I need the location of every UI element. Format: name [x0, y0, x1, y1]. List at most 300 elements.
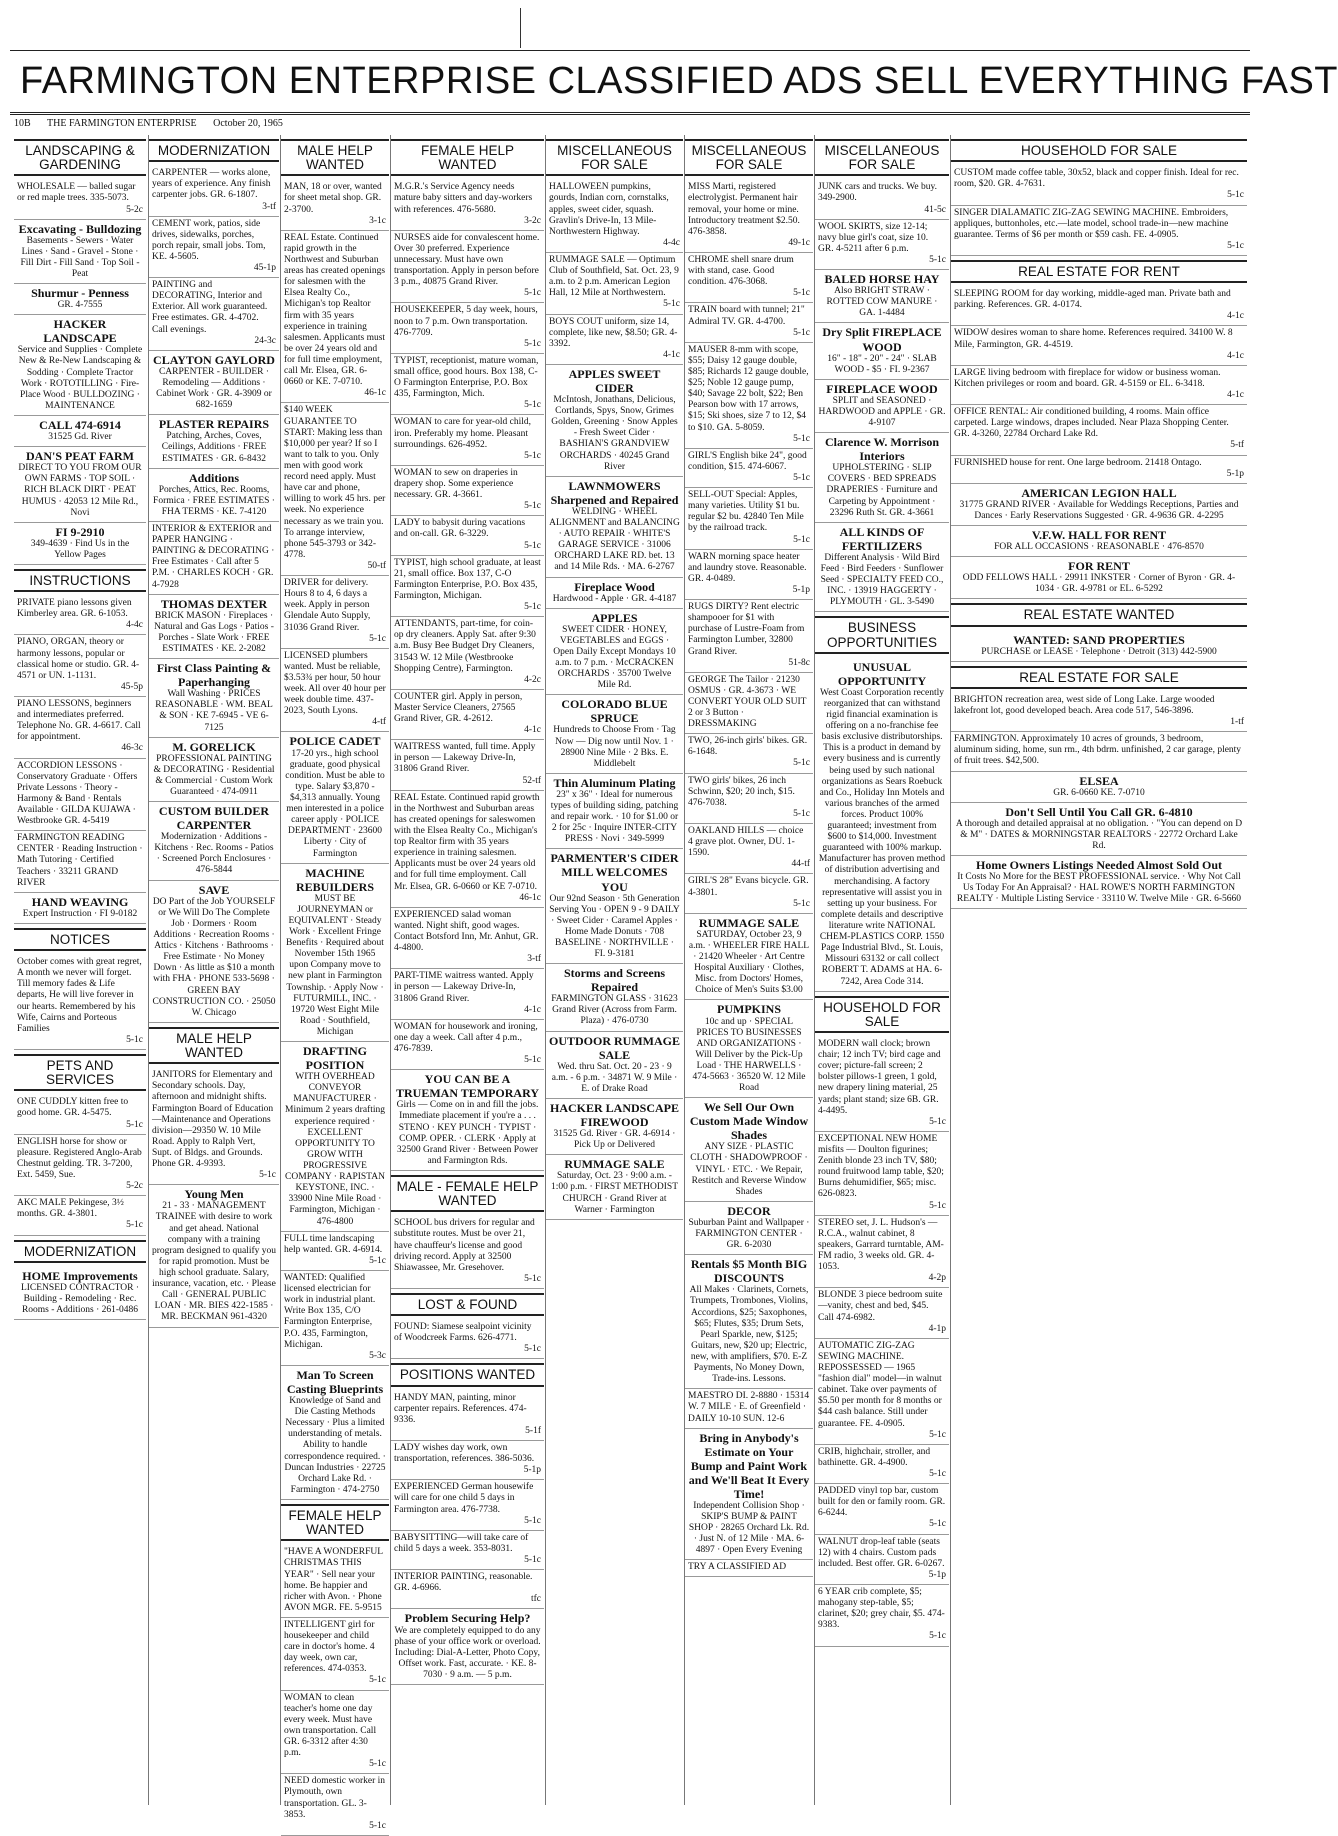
ad-code: 4-2c	[524, 674, 541, 685]
ad-body: 16" - 18" - 20" - 24" · SLAB WOOD - $5 · FI. 9-2367	[827, 353, 937, 375]
classified-ad	[685, 914, 813, 1001]
classified-ad	[391, 1391, 544, 1441]
classified-ad	[815, 1445, 949, 1484]
ad-code: 1-tf	[1230, 717, 1244, 728]
ad-body: SWEET CIDER · HONEY, VEGETABLES and EGGS · Open Daily Except Mondays 10 a.m. to 7 p.m. · McCRACKEN ORCHARDS · 35700 Twelve Mile Rd.	[553, 624, 676, 691]
classified-ad	[391, 1020, 544, 1070]
ad-body: MAUSER 8-mm with scope, $55; Daisy 12 gauge double, $85; Richards 12 gauge double, $25; Noble 12 gauge pump, $40; Savage 22 bolt, $22; Ben Pearson bow with 17 arrows, $15; Ski shoes, size 7 to 12, $4 to $10. GA. 5-8059.	[688, 344, 809, 433]
ad-body: SLEEPING ROOM for day working, middle-aged man. Private bath and parking. References. GR. 4-0174.	[954, 289, 1231, 311]
section-heading: LOST & FOUND	[391, 1293, 544, 1316]
ad-body: McIntosh, Jonathans, Delicious, Cortlands, Spys, Snow, Grimes Golden, Greening · Snow Apples - Fresh Sweet Cider · BASHIAN'S GRANDVIEW ORCHARDS · 40245 Grand River	[551, 395, 678, 472]
classified-ad	[815, 1484, 949, 1534]
classified-ad	[14, 315, 146, 416]
ad-code: 5-2c	[126, 1181, 143, 1192]
ad-body: MODERN wall clock; brown chair; 12 inch TV; bird cage and cover; picture-fall screen; 2 bolster pillows-1 green, 1 gold, new drapery lining material, 25 yards; plant stand; size 6B. GR. 4-4495.	[818, 1039, 941, 1116]
ad-body: PIANO LESSONS, beginners and intermediates preferred. Telephone No. GR. 4-6617. Call for appointment.	[17, 699, 141, 743]
ad-body: ANY SIZE · PLASTIC CLOTH · SHADOWPROOF · VINYL · ETC. · We Repair, Restitch and Reverse Window Shades	[690, 1142, 808, 1197]
ad-body: REAL Estate. Continued rapid growth in the Northwest and Suburban areas has created openings for saleswomen with the Elsea Realty Co., Michigan's top Realtor firm with 35 years experience in training salesmen. Applicants must be over 24 years old and for full time employment. Call Mr. Elsea, GR. 6-0660 or KE 7-0710.	[394, 792, 540, 892]
ad-headline: Bring in Anybody's Estimate on Your Bump and Paint Work and We'll Beat It Every Time!	[688, 1430, 810, 1501]
ad-body: MUST BE JOURNEYMAN or EQUIVALENT · Steady Work · Excellent Fringe Benefits · Required about November 15th 1965 upon Company move to new plant in Farmington Township. · Apply Now · FUTURMILL, INC. · 19720 West Eight Mile Road · Southfield, Michigan	[286, 893, 384, 1037]
ad-body: WOMAN to sew on draperies in drapery shop. Some experience necessary. GR. 4-3661.	[394, 467, 518, 501]
ad-code: 5-1c	[929, 255, 946, 265]
section-heading: LANDSCAPING & GARDENING	[14, 139, 146, 176]
ad-headline: BALED HORSE HAY	[824, 272, 940, 287]
ad-code: 5-1c	[369, 1255, 386, 1266]
section-heading: MALE - FEMALE HELP WANTED	[391, 1175, 544, 1212]
classified-ad	[14, 893, 146, 924]
ad-code: 5-1c	[929, 1429, 946, 1440]
ad-headline: First Class Painting & Paperhanging	[156, 661, 272, 690]
ad-code: 5-1c	[929, 1200, 946, 1211]
section-heading: MALE HELP WANTED	[281, 139, 389, 176]
classified-ad	[546, 849, 683, 964]
ad-body: Service and Supplies · Complete New & Re-New Landscaping & Sodding · Complete Tractor Work · ROTOTILLING · Fire-Place Wood · BULLDOZING · MAINTENANCE	[17, 345, 143, 411]
ad-code: 5-1p	[928, 1569, 946, 1580]
ad-body: 21 - 33 · MANAGEMENT TRAINEE with desire to work and get ahead. National company with a training program designed to qualify you for rapid promotion. Must be high school graduate. Salary, insurance, vacation, etc. · Please Call · GENERAL PUBLIC LOAN · MR. BIES 422-1585 · MR. BECKMAN 961-4320	[152, 1201, 277, 1323]
ad-body: LADY wishes day work, own transportation, references. 386-5036.	[394, 1443, 535, 1465]
ad-body: Different Analysis · Wild Bird Feed · Bird Feeders · Sunflower Seed · SPECIALTY FEED CO., INC. · 13919 HAGGERTY · PLYMOUTH · GL. 3-5490	[820, 552, 944, 608]
ad-code: 5-1c	[524, 1515, 541, 1526]
classified-ad	[685, 673, 813, 735]
classified-ad	[281, 732, 389, 863]
ad-code: 5-1c	[793, 758, 810, 769]
folio-date: October 20, 1965	[213, 118, 283, 129]
section-heading: HOUSEHOLD FOR SALE	[815, 996, 949, 1033]
classified-ad	[391, 556, 544, 618]
ad-body: October comes with great regret, A month we never will forget. Till memory fades & Life departs, He will live forever in our hearts. Remembered by his Wife, Cairns and Porteous Families	[17, 957, 142, 1034]
classified-ad	[951, 772, 1247, 803]
ad-body: INTELLIGENT girl for housekeeper and child care in doctor's home. 4 day week, own car, references. 474-0353.	[284, 1619, 375, 1675]
ad-code: 5-1c	[524, 1055, 541, 1066]
ad-headline: PLASTER REPAIRS	[158, 417, 270, 432]
classified-ad	[149, 278, 279, 351]
ad-headline: CALL 474-6914	[39, 418, 121, 432]
section-heading: REAL ESTATE WANTED	[951, 603, 1247, 626]
ad-headline: DECOR	[727, 1203, 771, 1218]
ad-body: INTERIOR PAINTING, reasonable. GR. 4-6966.	[394, 1572, 533, 1594]
ad-body: "HAVE A WONDERFUL CHRISTMAS THIS YEAR" · Sell near your home. Be happier and richer with Avon. · Phone AVON MGR. FE. 5-9515	[284, 1547, 383, 1613]
classified-ad	[149, 659, 279, 738]
column-1	[14, 135, 146, 1805]
ad-body: CEMENT work, patios, side drives, sidewalks, porches, porch repair, small jobs. Tom, KE. 4-5605.	[152, 218, 266, 262]
classified-ad	[951, 206, 1247, 256]
classified-ad	[951, 732, 1247, 771]
ad-body: Expert Instruction · FI 9-0182	[22, 908, 138, 919]
ad-body: FARMINGTON GLASS · 31623 Grand River (Across from Farm. Plaza) · 476-0730	[551, 994, 678, 1027]
ad-code: 3-2c	[524, 215, 541, 226]
classified-ad	[685, 600, 813, 673]
classified-ad	[685, 488, 813, 550]
ad-body: LARGE living bedroom with fireplace for widow or business woman. Kitchen privileges or room and board. GR. 4-5159 or EL. 6-3418.	[954, 367, 1221, 389]
classified-ad	[149, 595, 279, 659]
classified-ad	[951, 405, 1247, 455]
ad-body: JANITORS for Elementary and Secondary schools. Day, afternoon and midnight shifts. Farmington Board of Education—Maintenance and Operations division—29350 W. 10 Mile Road. Apply to Ralph Vert, Supt. of Bldgs. and Grounds. Phone GR. 4-9393.	[152, 1070, 274, 1170]
ad-body: West Coast Corporation recently reorganized that can withstand rigid financial examination is offering on a no-franchise fee basis exclusive distributorships. This is a product in demand by every business and is currently being used by such national organizations as Sears Roebuck and Co., Holiday Inn Motels and various branches of the armed forces. Product 100% guaranteed; investment from $600 to $14,000. Investment guaranteed with 100% markup. Manufacturer has proven method of distribution advertising and merchandising. A factory representative will assist you in setting up your business. For complete details and descriptive literature write NATIONAL CHEM-PLASTICS CORP. 1550 Page Industrial Blvd., St. Louis, Missouri 63132 or call collect ROBERT T. ADAMS at HA. 6-7242, Area Code 314.	[818, 687, 946, 987]
folio-paper: THE FARMINGTON ENTERPRISE	[47, 118, 197, 129]
ad-headline: ALL KINDS OF FERTILIZERS	[839, 524, 925, 553]
ad-body: TWO, 26-inch girls' bikes. GR. 6-1648.	[688, 736, 808, 758]
ad-body: Porches, Attics, Rec. Rooms, Formica · FREE ESTIMATES · FHA TERMS · KE. 7-4120	[153, 484, 275, 517]
classified-ad	[546, 365, 683, 477]
ad-code: 5-1c	[524, 1273, 541, 1284]
ad-code: 5-1p	[1226, 468, 1244, 479]
classified-ad	[391, 740, 544, 790]
ad-code: 4-2p	[928, 1273, 946, 1284]
ad-headline: THOMAS DEXTER	[160, 596, 268, 611]
ad-body: WHOLESALE — balled sugar or red maple trees. 335-5073.	[17, 182, 136, 204]
classified-ad	[281, 1232, 389, 1271]
classified-ad	[281, 403, 389, 576]
ad-body: OFFICE RENTAL: Air conditioned building, 4 rooms. Main office carpeted. Large windows, drapes included. Near Plaza Shopping Center. GR. 4-3260, 22784 Orchard Lake Rd.	[954, 407, 1229, 440]
ad-code: 5-1c	[1227, 190, 1244, 201]
ad-headline: CUSTOM BUILDER CARPENTER	[158, 804, 270, 833]
ad-headline: POLICE CADET	[289, 734, 381, 749]
classified-ad	[815, 433, 949, 523]
classified-ad	[149, 1185, 279, 1327]
ad-headline: MACHINE REBUILDERS	[295, 865, 375, 894]
classified-ad	[14, 759, 146, 832]
classified-ad	[951, 526, 1247, 557]
ad-code: 5-1c	[524, 400, 541, 411]
section-heading: POSITIONS WANTED	[391, 1363, 544, 1386]
classified-ad	[149, 469, 279, 522]
classified-ad	[815, 220, 949, 270]
ad-headline: Young Men	[184, 1187, 244, 1202]
ad-headline: We Sell Our Own Custom Made Window Shades	[689, 1100, 809, 1143]
ad-body: Girls — Come on in and fill the jobs. Immediate placement if you're a . . . STENO · KEY PUNCH · TYPIST · COMP. OPER. · CLERK · Apply at 32500 Grand River · Between Power and Farmington Rds.	[396, 1100, 539, 1166]
section-heading: MODERNIZATION	[14, 1240, 146, 1263]
ad-body: STEREO set, J. L. Hudson's — R.C.A., walnut cabinet, 8 speakers, Garrard turntable, AM-FM radio, 3 weeks old. GR. 4-1053.	[818, 1217, 944, 1273]
ad-body: We are completely equipped to do any phase of your office work or overload. Including: Dial-A-Letter, Photo Copy, Offset work. Fast, accurate. · KE. 8-7030 · 9 a.m. — 5 p.m.	[394, 1625, 541, 1680]
ad-headline: FOR RENT	[1068, 559, 1130, 574]
classified-ad	[14, 1267, 146, 1320]
ad-headline: Clarence W. Morrison Interiors	[824, 435, 940, 464]
ad-headline: CLAYTON GAYLORD	[153, 352, 275, 367]
ad-body: WIDOW desires woman to share home. References required. 34100 W. 8 Mile, Farmington, GR. 4-4519.	[954, 328, 1233, 350]
ad-body: EXCEPTIONAL NEW HOME misfits — Doulton figurines; Zenith blonde 23 inch TV, $80; round fruitwood lamp table, $20; Burns dehumidifier, $65; misc. 626-0823.	[818, 1133, 944, 1200]
ad-code: 5-1c	[259, 1170, 276, 1181]
classified-ad	[951, 693, 1247, 732]
ad-code: 5-2c	[126, 204, 143, 215]
ad-code: tfc	[530, 1594, 541, 1605]
ad-body: A thorough and detailed appraisal at no obligation. · "You can depend on D & M" · DATES & MORNINGSTAR REALTORS · 22772 Orchard Lake Rd.	[955, 818, 1243, 851]
ad-body: PADDED vinyl top bar, custom built for den or family room. GR. 6-6244.	[818, 1486, 946, 1519]
classified-ad	[391, 1216, 544, 1289]
ad-body: WELDING · WHEEL ALIGNMENT and BALANCING · AUTO REPAIR · WHITE'S GARAGE SERVICE · 31006 ORCHARD LAKE RD. bet. 13 and 14 Mile Rds. · MA. 6-2767	[549, 506, 680, 573]
ad-body: HANDY MAN, painting, minor carpenter repairs. References. 474-9336.	[394, 1392, 527, 1425]
classified-ad	[391, 516, 544, 555]
ad-body: PRIVATE piano lessons given Kimberley area. GR. 6-1053.	[17, 598, 132, 620]
classified-ad	[815, 323, 949, 379]
section-heading: REAL ESTATE FOR SALE	[951, 666, 1247, 689]
classified-ad	[951, 856, 1247, 909]
ad-body: PART-TIME waitress wanted. Apply in person — Lakeway Drive-In, 31806 Grand River.	[394, 971, 534, 1004]
classified-ad	[391, 1570, 544, 1609]
ad-code: 5-tf	[1230, 440, 1244, 451]
ad-body: SATURDAY, October 23, 9 a.m. · WHEELER FIRE HALL · 21420 Wheeler · Art Centre Hospital Auxiliary · Clothes, Misc. from Doctors' Homes, Choice of Men's Suits $3.00	[688, 929, 810, 996]
ad-headline: OUTDOOR RUMMAGE SALE	[549, 1033, 680, 1062]
classified-ad	[391, 690, 544, 740]
classified-ad	[281, 180, 389, 230]
classified-ad	[685, 550, 813, 600]
classified-ad	[391, 969, 544, 1019]
ad-body: ODD FELLOWS HALL · 29911 INKSTER · Corner of Byron · GR. 4-1034 · GR. 4-9781 or EL. 6-5292	[962, 573, 1236, 595]
classified-ad	[685, 1202, 813, 1255]
classified-ad	[685, 1429, 813, 1561]
ad-body: TYPIST, receptionist, mature woman, small office, good hours. Box 138, C-O Farmington Enterprise, P.O. Box 435, Farmington, Mich.	[394, 355, 539, 400]
ad-body: 31525 Gd. River	[48, 432, 112, 443]
classified-ad	[14, 596, 146, 635]
ad-body: RUMMAGE SALE — Optimum Club of Southfield, Sat. Oct. 23, 9 a.m. to 2 p.m. American Legion Hall, 12 Mile at Northwestern.	[549, 255, 679, 299]
section-heading: NOTICES	[14, 928, 146, 951]
classified-ad	[149, 217, 279, 279]
classified-ad	[815, 1216, 949, 1289]
classified-ad	[391, 466, 544, 516]
ad-code: 4-1p	[928, 1323, 946, 1334]
classified-ad	[14, 284, 146, 315]
classified-ad	[951, 366, 1247, 405]
classified-ad	[685, 824, 813, 874]
ad-body: SPLIT and SEASONED · HARDWOOD and APPLE · GR. 4-9107	[818, 395, 946, 428]
classified-ad	[951, 326, 1247, 365]
ad-headline: Home Owners Listings Needed Almost Sold Out	[975, 858, 1222, 873]
classified-ad	[685, 449, 813, 488]
classified-ad	[391, 1441, 544, 1480]
ad-code: 4-1c	[1227, 389, 1244, 400]
ad-body: DO Part of the Job YOURSELF or We Will Do The Complete Job · Dormers · Room Additions · Recreation Rooms · Attics · Kitchens · Bathrooms · Free Estimate · No Money Down · As little as $10 a month with FHA · PHONE 533-5698 · GREEN BAY CONSTRUCTION CO. · 25050 W. Chicago	[152, 896, 276, 1018]
classified-ad	[685, 1255, 813, 1389]
ad-code: 3-1c	[369, 215, 386, 226]
classified-ad	[951, 803, 1247, 856]
ad-headline: SAVE	[198, 882, 230, 897]
ad-code: 5-1c	[524, 288, 541, 299]
ad-headline: HAND WEAVING	[31, 894, 129, 909]
ad-body: AKC MALE Pekingese, 3½ months. GR. 4-3801.	[17, 1198, 124, 1220]
ad-body: CUSTOM made coffee table, 30x52, black and copper finish. Ideal for rec. room, $20. GR. 4-7631.	[954, 168, 1239, 190]
classified-ad	[14, 416, 146, 447]
ad-body: REAL Estate. Continued rapid growth in the Northwest and Suburban areas has created openings for salesmen with the Elsea Realty Co., Michigan's top Realtor firm with 35 years experience in training salesmen. Applicants must be over 24 years old and for full time employment, call Mr. Elsea, GR. 6-0660 or KE. 7-0710.	[284, 232, 386, 388]
classified-ad	[391, 1480, 544, 1530]
classified-ad	[951, 166, 1247, 205]
ad-headline: FI 9-2910	[55, 524, 105, 539]
ad-headline: Don't Sell Until You Call GR. 6-4810	[1005, 804, 1193, 819]
ad-headline: Excavating - Bulldozing	[18, 221, 142, 236]
classified-ad	[281, 864, 389, 1042]
classified-ad	[815, 1339, 949, 1445]
ad-code: 5-3c	[369, 1350, 386, 1361]
ad-body: CARPENTER — works alone, years of experience. Any finish carpenter jobs. GR. 6-1807.	[152, 168, 271, 201]
ad-headline: RUMMAGE SALE	[698, 915, 800, 930]
ad-code: 5-1c	[929, 1519, 946, 1530]
section-heading: MISCELLANEOUS FOR SALE	[685, 139, 813, 176]
classified-ad	[685, 180, 813, 253]
ad-body: JUNK cars and trucks. We buy. 349-2900.	[818, 182, 938, 204]
classified-ad	[391, 1531, 544, 1570]
ad-headline: Shurmur - Penness	[31, 286, 129, 301]
ad-body: DIRECT TO YOU FROM OUR OWN FARMS · TOP SOIL · RICH BLACK DIRT · PEAT HUMUS · 42053 12 Mile Rd., Novi	[18, 463, 142, 518]
section-heading: INSTRUCTIONS	[14, 569, 146, 592]
ad-body: NURSES aide for convalescent home. Over 30 preferred. Experience unnecessary. Must have own transportation. Apply in person before 3 p.m., 40875 Grand River.	[394, 232, 540, 288]
ad-body: SELL-OUT Special: Apples, many varieties. Utility $1 bu. regular $2 bu. 42840 Ten Mile by the railroad track.	[688, 490, 804, 534]
ad-body: 6 YEAR crib complete, $5; mahogany step-table, $5; clarinet, $20; grey chair, $5. 474-9383.	[818, 1586, 945, 1631]
fold-mark	[520, 8, 521, 48]
ad-body: Basements - Sewers · Water Lines · Sand - Gravel - Stone · Fill Dirt - Fill Sand · Top Soil - Peat	[20, 235, 140, 280]
ad-body: INTERIOR & EXTERIOR and PAPER HANGING · PAINTING & DECORATING · Free Estimates · Call after 5 P.M. · CHARLES KOCH · GR. 4-7928	[152, 524, 275, 590]
ad-body: BOYS COUT uniform, size 14, complete, like new, $8.50; GR. 4-3392.	[549, 316, 678, 349]
ad-body: ONE CUDDLY kitten free to good home. GR. 4-5475.	[17, 1097, 129, 1119]
ad-headline: Dry Split FIREPLACE WOOD	[822, 325, 942, 354]
classified-ad	[14, 635, 146, 697]
ad-headline: PUMPKINS	[717, 1002, 781, 1017]
ad-body: FARMINGTON READING CENTER · Reading Instruction · Math Tutoring · Certified Teachers · 33211 GRAND RIVER	[17, 833, 143, 888]
ad-body: TYPIST, high school graduate, at least 21, small office. Box 137, C-O Farmington Enterprise, P.O. Box 435, Farmington, Michigan.	[394, 557, 541, 601]
ad-headline: ELSEA	[1079, 773, 1119, 788]
ad-code: 5-1c	[793, 288, 810, 299]
ad-headline: LAWNMOWERS Sharpened and Repaired	[550, 478, 679, 507]
ad-headline: UNUSUAL OPPORTUNITY	[837, 659, 927, 688]
ad-headline: Storms and Screens Repaired	[563, 966, 666, 995]
ad-body: LADY to babysit during vacations and on-call. GR. 6-3229.	[394, 518, 526, 540]
classified-ad	[391, 231, 544, 304]
classified-ad	[391, 303, 544, 353]
ad-body: FOUND: Siamese sealpoint vicinity of Woodcreek Farms. 626-4771.	[394, 1322, 532, 1344]
ad-code: 5-1c	[126, 1220, 143, 1231]
ad-body: GIRL'S 28" Evans bicycle. GR. 4-3801.	[688, 876, 809, 898]
column-7	[814, 135, 949, 1805]
folio-line	[14, 118, 297, 129]
ad-body: 349-4639 · Find Us in the Yellow Pages	[30, 538, 130, 560]
ad-code: 5-1c	[524, 450, 541, 461]
ad-body: UPHOLSTERING · SLIP COVERS · BED SPREADS DRAPERIES · Furniture and Carpeting by Appointment · 23296 Ruth St. GR. 4-3661	[826, 463, 938, 518]
ad-code: 5-1c	[369, 1759, 386, 1770]
ad-code: 4-1c	[524, 725, 541, 736]
column-4	[390, 135, 544, 1805]
ad-headline: FIREPLACE WOOD	[826, 381, 938, 396]
ad-code: 5-1c	[524, 338, 541, 349]
ad-code: 4-4c	[663, 237, 680, 248]
classified-ad	[815, 1037, 949, 1132]
ad-headline: PARMENTER'S CIDER MILL WELCOMES YOU	[550, 851, 679, 894]
ad-body: BLONDE 3 piece bedroom suite—vanity, chest and bed, $45. Call 474-6982.	[818, 1290, 943, 1323]
ad-body: CHROME shell snare drum with stand, case. Good condition. 476-3068.	[688, 255, 794, 288]
ad-body: Hardwood - Apple · GR. 4-4187	[552, 593, 677, 604]
ad-code: 5-1p	[792, 584, 810, 595]
section-heading: REAL ESTATE FOR RENT	[951, 260, 1247, 283]
ad-body: BRIGHTON recreation area, west side of Long Lake. Large wooded lakefront lot, good developed beach. Area code 517, 546-3896.	[954, 694, 1215, 716]
classified-ad	[14, 220, 146, 284]
ad-code: 5-1c	[929, 1116, 946, 1127]
classified-ad	[546, 964, 683, 1031]
column-3	[280, 135, 389, 1831]
ad-code: 5-1c	[369, 1675, 386, 1686]
classified-ad	[14, 1095, 146, 1134]
ad-code: 5-1c	[793, 472, 810, 483]
classified-ad	[815, 1535, 949, 1585]
ad-body: BABYSITTING—will take care of child 5 days a week. 353-8031.	[394, 1532, 529, 1554]
ad-body: TRY A CLASSIFIED AD	[688, 1562, 787, 1573]
ad-body: OAKLAND HILLS — choice 4 grave plot. Owner, DU. 1-1590.	[688, 826, 804, 859]
ad-code: 52-tf	[522, 775, 541, 786]
classified-ad	[546, 774, 683, 850]
classified-ad	[815, 180, 949, 219]
ad-code: 5-1c	[524, 540, 541, 551]
classified-ad	[14, 180, 146, 219]
ad-headline: Man To Screen Casting Blueprints	[286, 1367, 384, 1396]
ad-code: 4-4c	[126, 620, 143, 631]
ad-body: It Costs No More for the BEST PROFESSIONAL service. · Why Not Call Us Today For An Appraisal? · HAL ROWE'S NORTH FARMINGTON REALTY · Multiple Listing Service · 33110 W. Twelve Mile · GR. 6-5660	[956, 872, 1242, 905]
ad-body: $140 WEEK GUARANTEE TO START: Making less than $10,000 per year? If so I want to talk to you. Only men with good work record need apply. Must have car and phone, willing to work 45 hrs. per week. No experience necessary as we train you. To arrange interview, phone 545-3793 or 342-4778.	[284, 405, 386, 560]
classified-ad	[815, 270, 949, 323]
ad-code: 4-1c	[524, 1004, 541, 1015]
ad-body: EXPERIENCED salad woman wanted. Night shift, good wages. Contact Botsford Inn, Mr. Anhut, GR. 4-4800.	[394, 909, 539, 954]
ad-body: Modernization · Additions - Kitchens · Rec. Rooms - Patios · Screened Porch Enclosures · 476-5844	[154, 832, 274, 876]
classified-ad	[391, 180, 544, 230]
section-heading: FEMALE HELP WANTED	[281, 1504, 389, 1541]
ad-code: 5-1f	[525, 1425, 541, 1436]
ad-body: CARPENTER - BUILDER · Remodeling — Additions · Cabinet Work · GR. 4-3909 or 682-1659	[156, 366, 272, 411]
ad-body: WOMAN for housework and ironing, one day a week. Call after 4 p.m., 476-7839.	[394, 1021, 538, 1054]
ad-code: 5-1c	[793, 433, 810, 444]
classified-ad	[546, 609, 683, 696]
ad-body: WAITRESS wanted, full time. Apply in person — Lakeway Drive-In, 31806 Grand River.	[394, 742, 536, 775]
classified-ad	[951, 456, 1247, 484]
ad-headline: Problem Securing Help?	[404, 1611, 531, 1626]
ad-code: 5-1c	[793, 327, 810, 338]
ad-code: 5-1c	[524, 602, 541, 613]
classified-ad	[685, 874, 813, 913]
folio-page: 10B	[14, 118, 31, 129]
ad-body: Saturday, Oct. 23 · 9:00 a.m. - 1:00 p.m. · FIRST METHODIST CHURCH · Grand River at Warner · Farmington	[550, 1171, 679, 1215]
ad-body: ENGLISH horse for show or pleasure. Registered Anglo-Arab Chestnut gelding. TR. 3-7200, Ext. 5459, Sue.	[17, 1136, 142, 1180]
classified-ad	[546, 578, 683, 609]
ad-body: GR. 4-7555	[57, 300, 103, 311]
classified-ad	[14, 697, 146, 759]
classified-ad	[685, 774, 813, 824]
ad-headline: YOU CAN BE A TRUEMAN TEMPORARY	[395, 1072, 540, 1101]
classified-ad	[391, 908, 544, 970]
page-banner: FARMINGTON ENTERPRISE CLASSIFIED ADS SELL EVERYTHING FAST	[20, 60, 1338, 102]
classified-ad	[281, 649, 389, 733]
column-5	[545, 135, 683, 1805]
classified-ad	[546, 253, 683, 315]
classified-ad	[546, 695, 683, 774]
ad-code: 46-3c	[121, 743, 143, 754]
classified-ad	[281, 1618, 389, 1691]
ad-body: COUNTER girl. Apply in person, Master Service Cleaners, 27565 Grand River, GR. 4-2612.	[394, 691, 523, 725]
ad-body: EXPERIENCED German housewife will care for one child 5 days in Farmington area. 476-7738.	[394, 1482, 534, 1515]
ad-headline: DRAFTING POSITION	[302, 1044, 367, 1073]
classified-ad	[685, 1098, 813, 1202]
classified-ad	[546, 1099, 683, 1155]
classified-ad	[149, 351, 279, 415]
ad-body: FULL time landscaping help wanted. GR. 4-6914.	[284, 1233, 383, 1255]
ad-body: LICENSED plumbers wanted. Must be reliable, $3.53¾ per hour, 50 hour week. All over 40 hour per week double time. 437-2023, South Lyons.	[284, 650, 386, 717]
ad-body: FURNISHED house for rent. One large bedroom. 21418 Ontago.	[954, 457, 1202, 468]
ad-code: 5-1c	[524, 1555, 541, 1566]
ad-body: Knowledge of Sand and Die Casting Methods Necessary · Plus a limited understanding of metals. Ability to handle correspondence required. · Duncan Industries · 22725 Orchard Lake Rd. · Farmington · 474-2750	[284, 1395, 386, 1495]
ad-code: 4-tf	[372, 717, 386, 728]
ad-body: All Makes · Clarinets, Cornets, Trumpets, Trombones, Violins, Accordions, $25; Saxophones, $65; Flutes, $35; Drum Sets, Pearl Sparkle, new, $125; Guitars, new, $20 up; Electric, new, with amplifiers, $70. E-Z Payments, No Money Down, Trade-ins. Lessons.	[689, 1285, 809, 1385]
classified-ad	[149, 802, 279, 881]
ad-code: 3-tf	[527, 954, 541, 965]
ad-body: ACCORDION LESSONS · Conservatory Graduate · Offers Private Lessons · Theory - Harmony & Band · Rentals Available · GILDA KUJAWA · Westbrooke GR. 4-5419	[17, 760, 138, 827]
classified-ad	[685, 1560, 813, 1577]
ad-headline: DAN'S PEAT FARM	[26, 449, 134, 464]
classified-ad	[546, 315, 683, 365]
classified-ad	[14, 955, 146, 1050]
ad-body: CRIB, highchair, stroller, and bathinette. GR. 4-4900.	[818, 1446, 931, 1468]
classified-ad	[685, 253, 813, 303]
